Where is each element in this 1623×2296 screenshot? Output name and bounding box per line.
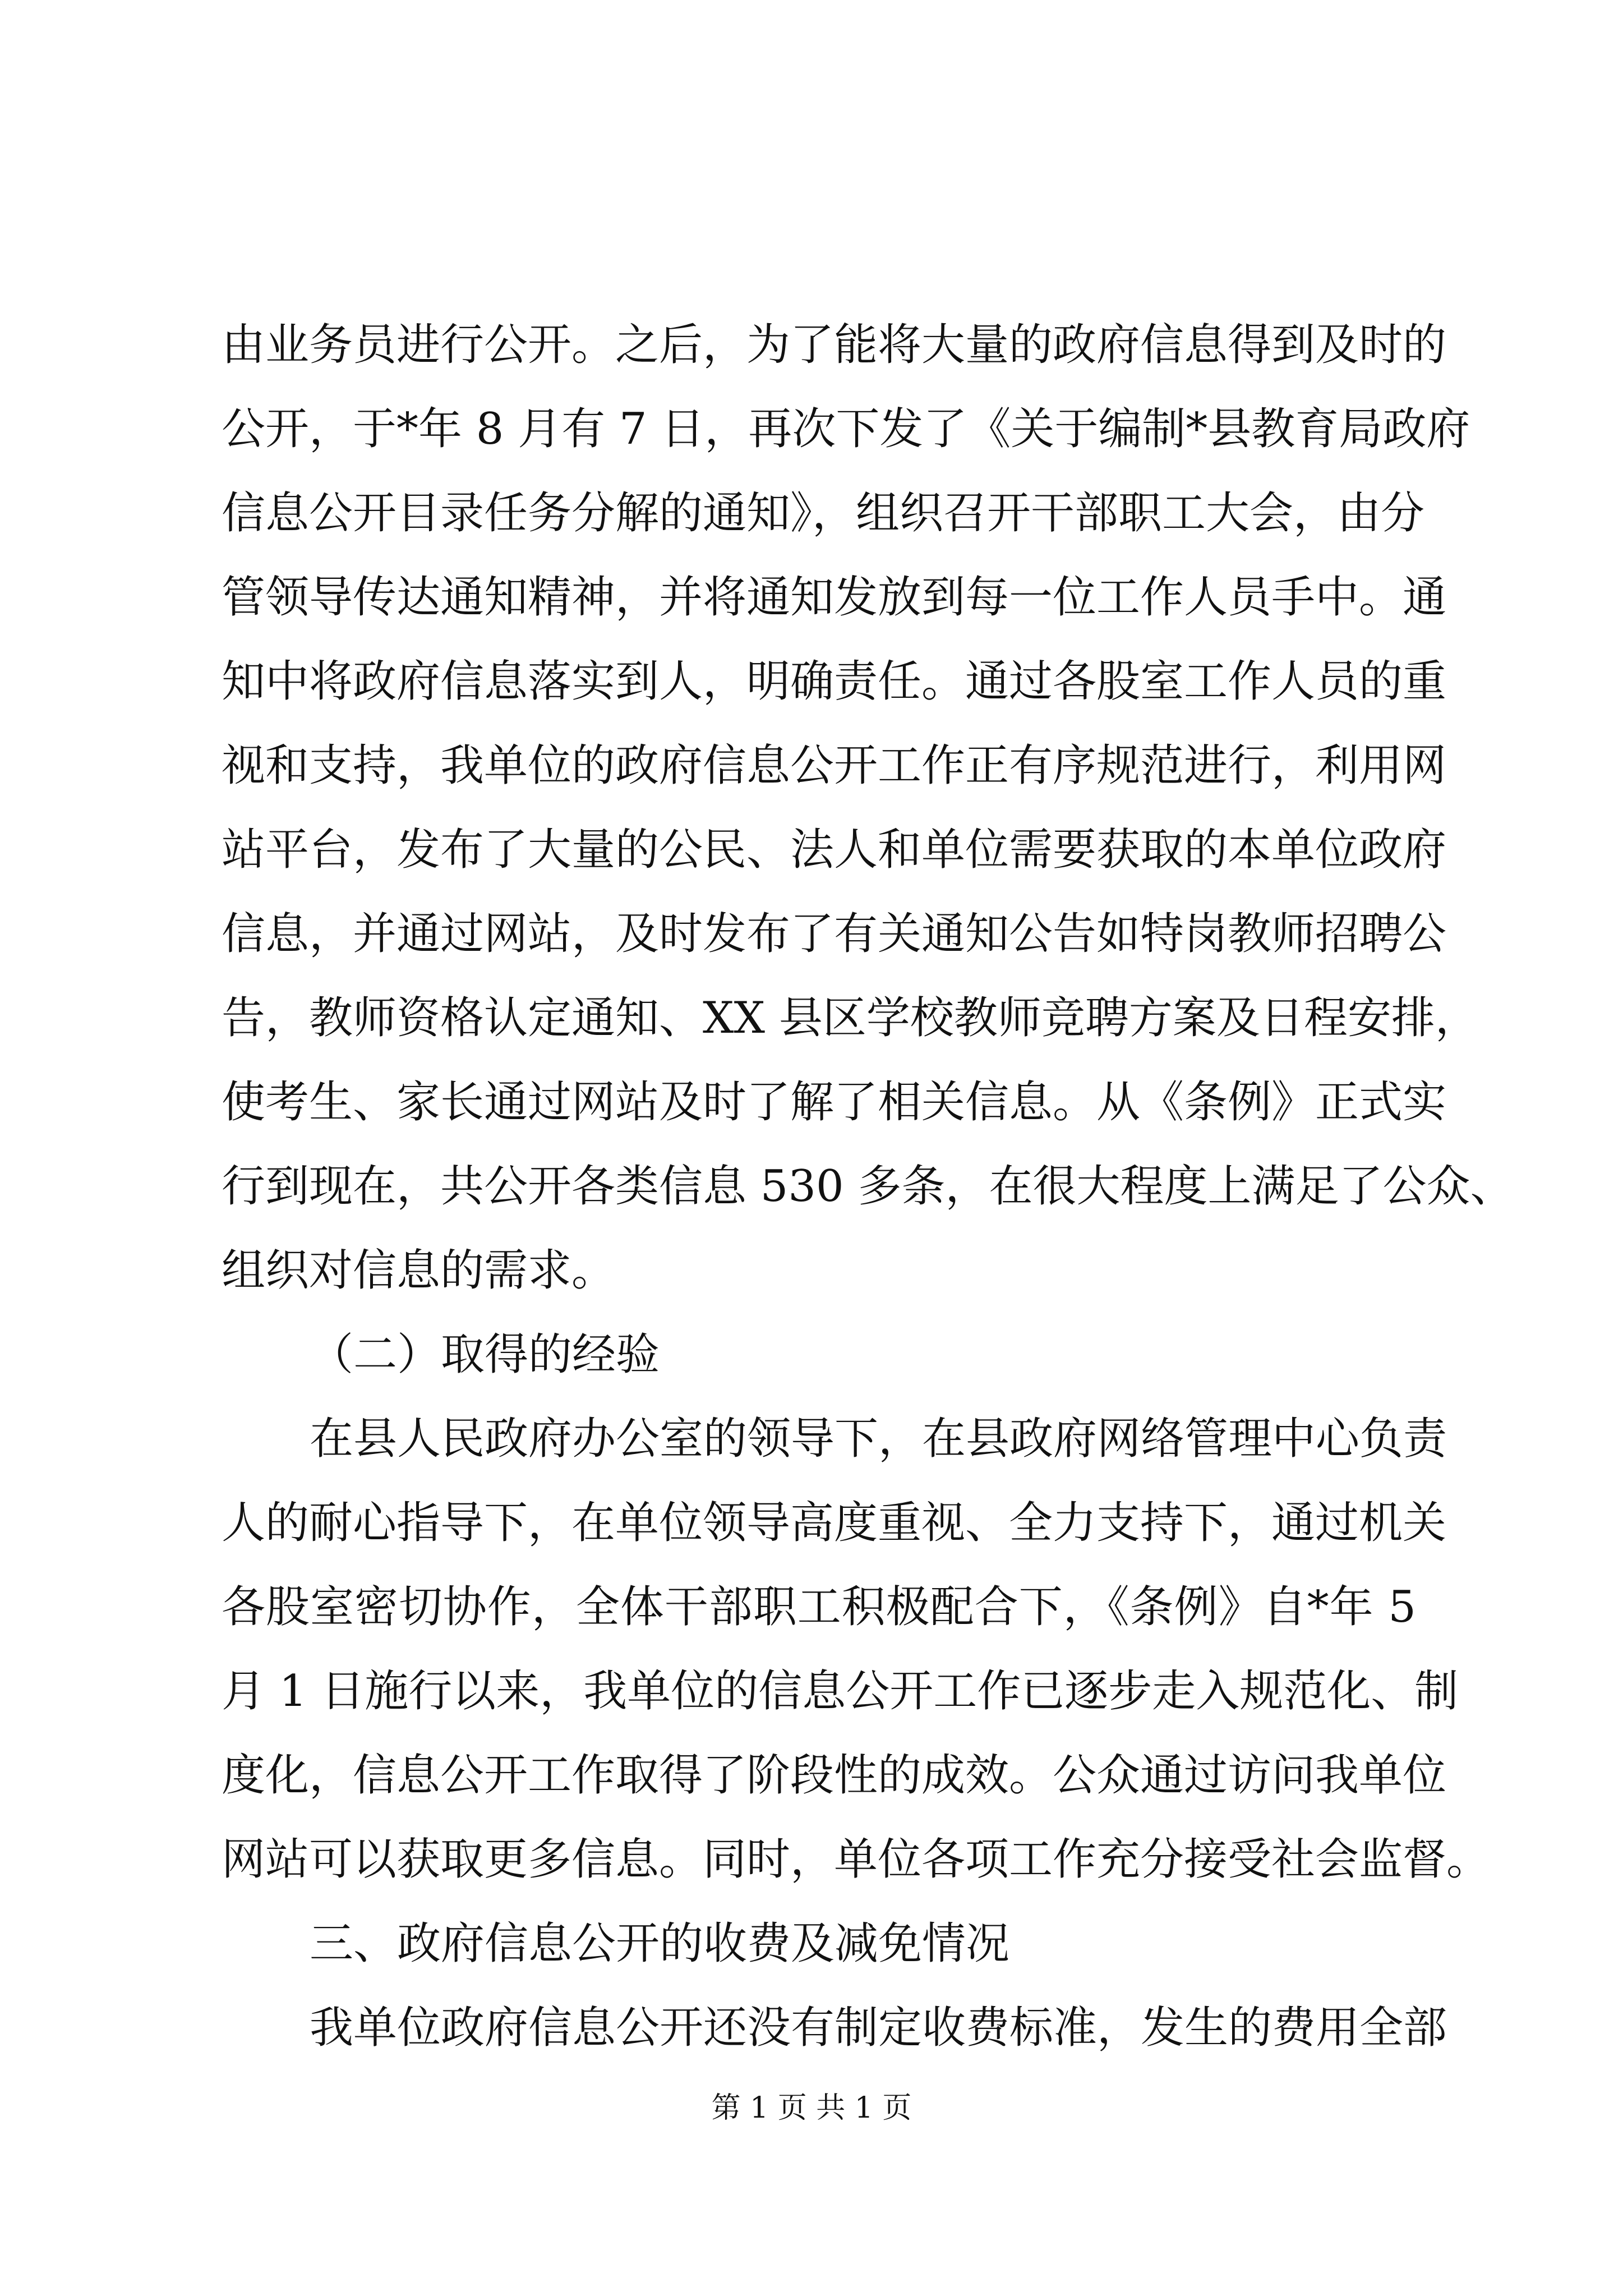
body-line: 告，教师资格认定通知、XX 县区学校教师竞聘方案及日程安排， (222, 993, 1479, 1043)
body-line: 人的耐心指导下，在单位领导高度重视、全力支持下，通过机关 (222, 1498, 1447, 1548)
body-line: 我单位政府信息公开还没有制定收费标准，发生的费用全部 (310, 2003, 1447, 2053)
body-line: 公开，于*年 8 月有 7 日，再次下发了《关于编制*县教育局政府 (222, 404, 1470, 454)
body-line: 由业务员进行公开。之后，为了能将大量的政府信息得到及时的 (222, 320, 1447, 370)
body-line: 信息公开目录任务分解的通知》，组织召开干部职工大会，由分 (222, 488, 1425, 539)
body-line: 网站可以获取更多信息。同时，单位各项工作充分接受社会监督。 (222, 1834, 1491, 1885)
body-line: 在县人民政府办公室的领导下，在县政府网络管理中心负责 (310, 1414, 1447, 1464)
body-line: 组织对信息的需求。 (222, 1245, 616, 1296)
body-line: 知中将政府信息落实到人，明确责任。通过各股室工作人员的重 (222, 656, 1447, 707)
body-line: 使考生、家长通过网站及时了解了相关信息。从《条例》正式实 (222, 1077, 1447, 1128)
body-line: 月 1 日施行以来，我单位的信息公开工作已逐步走入规范化、制 (222, 1666, 1459, 1717)
section-heading: 三、政府信息公开的收费及减免情况 (310, 1918, 1010, 1969)
body-line: 信息，并通过网站，及时发布了有关通知公告如特岗教师招聘公 (222, 909, 1447, 959)
body-line: 行到现在，共公开各类信息 530 多条，在很大程度上满足了公众、 (222, 1161, 1514, 1212)
body-line: 管领导传达通知精神，并将通知发放到每一位工作人员手中。通 (222, 572, 1447, 623)
page-footer: 第 1 页 共 1 页 (711, 2091, 912, 2125)
section-heading: （二）取得的经验 (310, 1329, 660, 1380)
body-line: 站平台，发布了大量的公民、法人和单位需要获取的本单位政府 (222, 825, 1447, 875)
body-line: 度化，信息公开工作取得了阶段性的成效。公众通过访问我单位 (222, 1750, 1447, 1801)
body-line: 各股室密切协作，全体干部职工积极配合下，《条例》自*年 5 (222, 1582, 1416, 1632)
body-line: 视和支持，我单位的政府信息公开工作正有序规范进行，利用网 (222, 740, 1447, 791)
